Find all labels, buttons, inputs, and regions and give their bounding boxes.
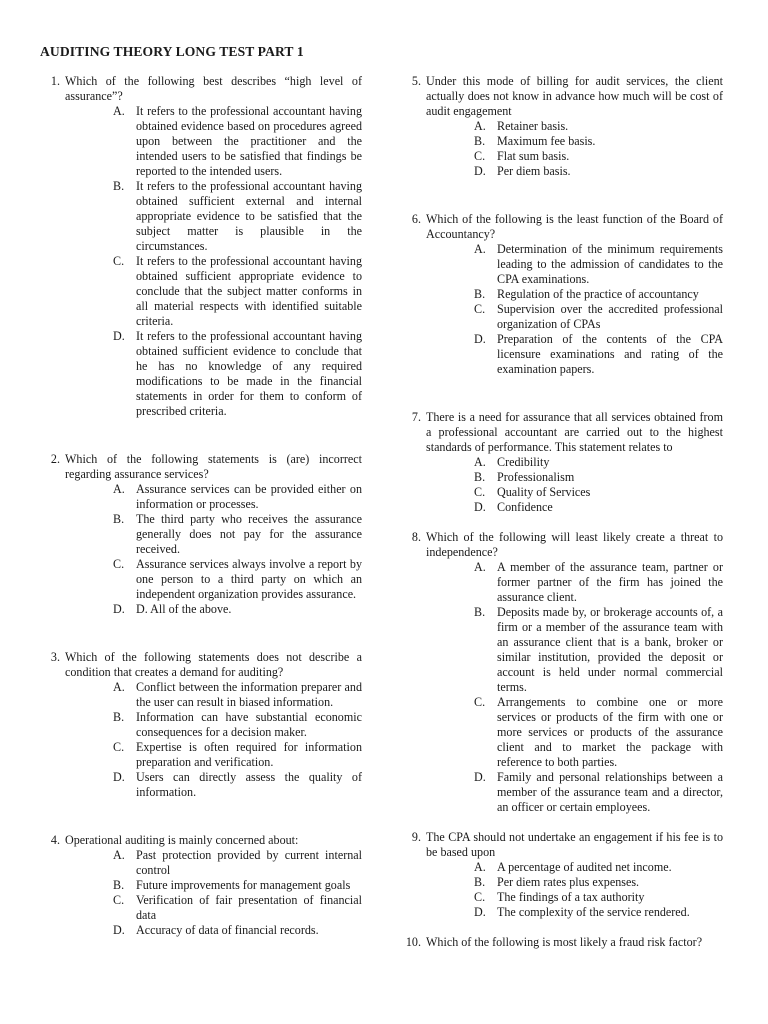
answer-option (426, 164, 723, 179)
options-list (65, 104, 362, 419)
option-text: Per diem rates plus expenses. (497, 875, 640, 889)
option-text: It refers to the professional accountant having obtained sufficient appropriate evidence to conclude that the subject matter conforms in all material respects with identified suitable criteria. (136, 254, 362, 328)
question-text: The CPA should not undertake an engagement if his fee is to be based upon (426, 830, 723, 859)
option-letter: A. (474, 119, 486, 133)
option-text: Per diem basis. (497, 164, 571, 178)
options-list (426, 560, 723, 815)
answer-option (426, 455, 723, 470)
question-item (50, 74, 362, 419)
question-item (50, 452, 362, 617)
answer-option (65, 104, 362, 179)
option-letter: B. (474, 287, 486, 301)
option-letter: C. (113, 740, 125, 754)
option-letter: B. (113, 179, 125, 193)
answer-option (65, 893, 362, 923)
question-number: 2. (50, 452, 60, 466)
option-text: Flat sum basis. (497, 149, 570, 163)
option-letter: A. (474, 242, 486, 256)
option-letter: D. (113, 329, 125, 343)
answer-option (426, 332, 723, 377)
question-text: Under this mode of billing for audit services, the client actually does not know in advance how much will be cost of audit engagement (426, 74, 723, 118)
option-text: Assurance services can be provided either on information or processes. (136, 482, 362, 511)
option-letter: B. (474, 470, 486, 484)
option-text: Preparation of the contents of the CPA licensure examinations and rating of the examination papers. (497, 332, 723, 376)
question-item (411, 830, 723, 920)
options-list (65, 848, 362, 938)
option-letter: D. (474, 770, 486, 784)
option-text: It refers to the professional accountant having obtained sufficient evidence to conclude that he has no knowledge of any required modifications to be made in the financial statements in order for them to conform of prescribed criteria. (136, 329, 362, 418)
option-text: Past protection provided by current internal control (136, 848, 362, 877)
answer-option (65, 710, 362, 740)
answer-option (426, 770, 723, 815)
option-text: Quality of Services (497, 485, 591, 499)
options-list (426, 455, 723, 515)
question-number: 8. (411, 530, 421, 544)
option-text: Retainer basis. (497, 119, 569, 133)
options-list (65, 482, 362, 617)
option-text: The complexity of the service rendered. (497, 905, 690, 919)
option-text: A member of the assurance team, partner or former partner of the firm has joined the assurance client. (497, 560, 723, 604)
option-text: Arrangements to combine one or more services or products of the firm with one or more services or products of the assurance client and to market the package with reference to both parties. (497, 695, 723, 769)
question-item (405, 935, 723, 950)
question-text: Which of the following statements does not describe a condition that creates a demand for auditing? (65, 650, 362, 679)
option-text: Supervision over the accredited professional organization of CPAs (497, 302, 723, 331)
question-number: 9. (411, 830, 421, 844)
option-letter: A. (113, 848, 125, 862)
option-letter: D. (474, 905, 486, 919)
option-letter: B. (113, 878, 125, 892)
option-text: Maximum fee basis. (497, 134, 596, 148)
option-letter: A. (113, 680, 125, 694)
option-letter: B. (474, 875, 486, 889)
option-text: Conflict between the information preparer and the user can result in biased information. (136, 680, 362, 709)
answer-option (426, 890, 723, 905)
option-letter: A. (474, 860, 486, 874)
answer-option (65, 254, 362, 329)
answer-option (65, 602, 362, 617)
option-text: Accuracy of data of financial records. (136, 923, 319, 937)
option-letter: D. (113, 923, 125, 937)
question-text: Which of the following best describes “high level of assurance”? (65, 74, 362, 103)
answer-option (426, 302, 723, 332)
answer-option (426, 242, 723, 287)
question-number: 10. (405, 935, 421, 949)
question-item (411, 530, 723, 815)
option-letter: A. (474, 455, 486, 469)
option-text: The findings of a tax authority (497, 890, 645, 904)
option-text: A percentage of audited net income. (497, 860, 672, 874)
answer-option (65, 740, 362, 770)
answer-option (426, 134, 723, 149)
left-column (50, 74, 362, 938)
option-text: Assurance services always involve a report by one person to a third party on which an independent organization provides assurance. (136, 557, 362, 601)
question-text: Operational auditing is mainly concerned about: (65, 833, 299, 847)
option-letter: A. (113, 482, 125, 496)
answer-option (426, 287, 723, 302)
option-letter: D. (474, 332, 486, 346)
option-text: The third party who receives the assurance generally does not pay for the assurance received. (136, 512, 362, 556)
answer-option (426, 500, 723, 515)
answer-option (65, 923, 362, 938)
option-text: Credibility (497, 455, 550, 469)
option-text: Confidence (497, 500, 553, 514)
answer-option (65, 557, 362, 602)
option-text: Information can have substantial economic consequences for a decision maker. (136, 710, 362, 739)
option-letter: B. (474, 605, 486, 619)
answer-option (65, 329, 362, 419)
question-text: Which of the following is the least function of the Board of Accountancy? (426, 212, 723, 241)
right-column (405, 74, 723, 950)
question-item (411, 410, 723, 515)
option-letter: B. (113, 512, 125, 526)
answer-option (65, 770, 362, 800)
option-text: Expertise is often required for information preparation and verification. (136, 740, 362, 769)
question-text: Which of the following is most likely a fraud risk factor? (426, 935, 703, 949)
answer-option (426, 470, 723, 485)
answer-option (426, 875, 723, 890)
question-number: 3. (50, 650, 60, 664)
options-list (426, 119, 723, 179)
option-letter: D. (474, 500, 486, 514)
answer-option (65, 512, 362, 557)
option-letter: C. (474, 302, 486, 316)
option-text: It refers to the professional accountant having obtained sufficient external and internal appropriate evidence to be satisfied that the subject matter is plausible in the circumstances. (136, 179, 362, 253)
answer-option (426, 560, 723, 605)
options-list (426, 242, 723, 377)
answer-option (426, 605, 723, 695)
question-number: 7. (411, 410, 421, 424)
question-text: Which of the following will least likely create a threat to independence? (426, 530, 723, 559)
option-text: Verification of fair presentation of financial data (136, 893, 362, 922)
answer-option (65, 680, 362, 710)
option-letter: B. (113, 710, 125, 724)
answer-option (426, 905, 723, 920)
option-text: Future improvements for management goals (136, 878, 351, 892)
option-text: Determination of the minimum requirements leading to the admission of candidates to the CPA examinations. (497, 242, 723, 286)
option-text: Deposits made by, or brokerage accounts of, a firm or a member of the assurance team with an assurance client that is a bank, broker or similar institution, provided the deposit or account is held under normal commercial terms. (497, 605, 723, 694)
answer-option (65, 179, 362, 254)
option-letter: C. (113, 893, 125, 907)
option-text: Users can directly assess the quality of information. (136, 770, 362, 799)
option-text: It refers to the professional accountant having obtained evidence based on procedures agreed upon between the practitioner and the intended users to be satisfied that findings be reported to the intended users. (136, 104, 362, 178)
page-title: AUDITING THEORY LONG TEST PART 1 (40, 44, 304, 59)
question-text: There is a need for assurance that all services obtained from a professional accountant are carried out to the highest standards of performance. This statement relates to (426, 410, 723, 454)
option-letter: C. (113, 557, 125, 571)
answer-option (65, 848, 362, 878)
option-letter: A. (474, 560, 486, 574)
option-letter: D. (474, 164, 486, 178)
answer-option (426, 860, 723, 875)
option-text: Regulation of the practice of accountancy (497, 287, 699, 301)
question-item (50, 833, 362, 938)
option-letter: B. (474, 134, 486, 148)
question-item (411, 74, 723, 179)
option-text: D. All of the above. (136, 602, 232, 616)
answer-option (65, 482, 362, 512)
option-letter: C. (474, 485, 486, 499)
question-number: 5. (411, 74, 421, 88)
option-text: Family and personal relationships between a member of the assurance team and a director, an officer or certain employees. (497, 770, 723, 814)
answer-option (65, 878, 362, 893)
option-letter: C. (474, 890, 486, 904)
option-letter: C. (474, 695, 486, 709)
answer-option (426, 695, 723, 770)
option-letter: D. (113, 770, 125, 784)
options-list (65, 680, 362, 800)
question-number: 1. (50, 74, 60, 88)
option-text: Professionalism (497, 470, 575, 484)
option-letter: A. (113, 104, 125, 118)
option-letter: D. (113, 602, 125, 616)
question-item (411, 212, 723, 377)
answer-option (426, 485, 723, 500)
answer-option (426, 119, 723, 134)
question-number: 6. (411, 212, 421, 226)
question-item (50, 650, 362, 800)
options-list (426, 860, 723, 920)
question-text: Which of the following statements is (are) incorrect regarding assurance services? (65, 452, 362, 481)
answer-option (426, 149, 723, 164)
option-letter: C. (113, 254, 125, 268)
question-number: 4. (50, 833, 60, 847)
option-letter: C. (474, 149, 486, 163)
